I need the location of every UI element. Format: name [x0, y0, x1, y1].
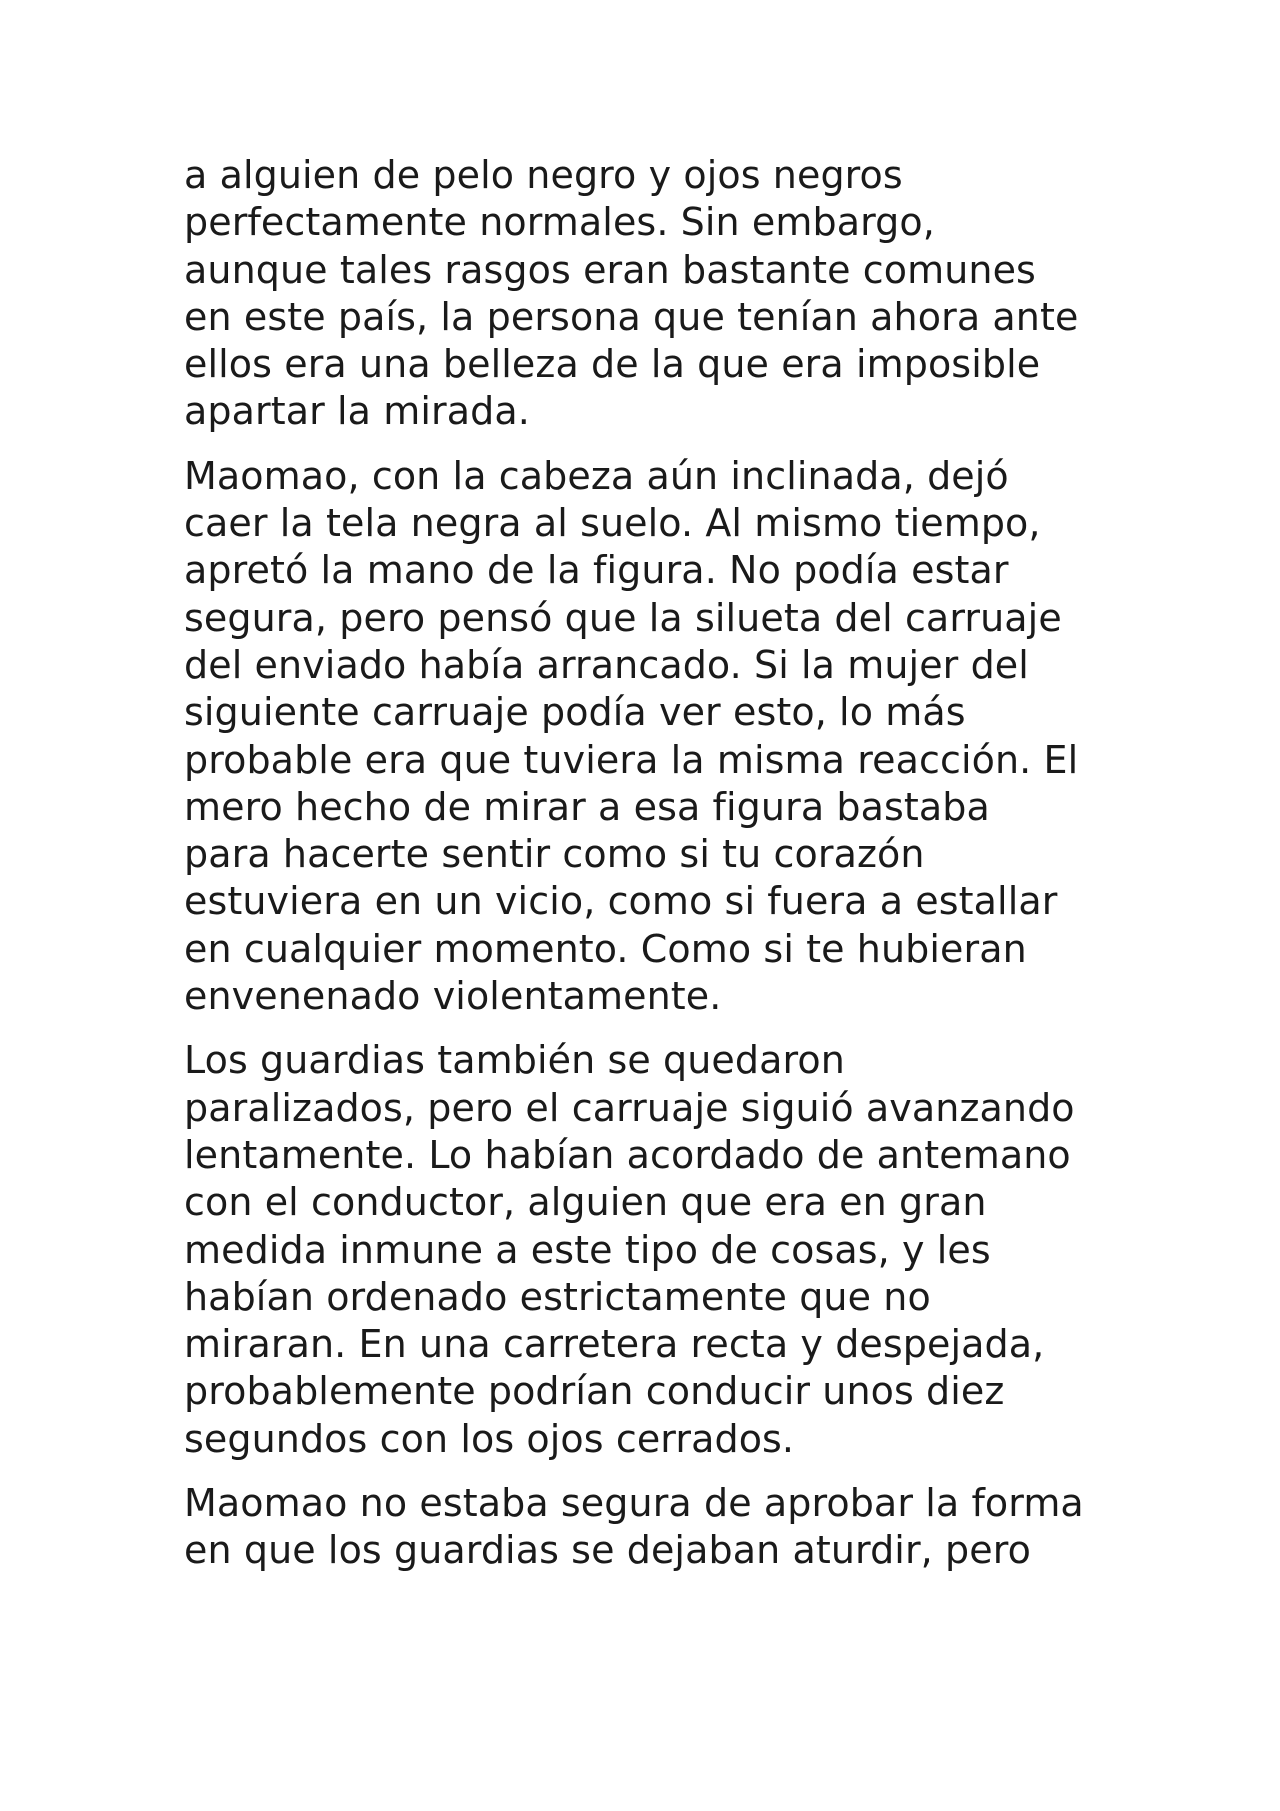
text-line: mero hecho de mirar a esa figura bastaba [184, 784, 990, 829]
text-line: lentamente. Lo habían acordado de antemano [184, 1132, 1071, 1177]
text-line: estuviera en un vicio, como si fuera a estallar [184, 879, 1058, 924]
text-line: ellos era una belleza de la que era imposible [184, 342, 1041, 387]
text-line: a alguien de pelo negro y ojos negros [184, 153, 903, 197]
text-line: aunque tales rasgos eran bastante comunes [184, 247, 1036, 292]
text-line: segura, pero pensó que la silueta del carruaje [184, 595, 1062, 640]
text-line: probablemente podrían conducir unos diez [184, 1369, 1005, 1414]
text-line: perfectamente normales. Sin embargo, [184, 200, 935, 245]
text-line: del enviado había arrancado. Si la mujer del [184, 642, 1029, 687]
text-line: siguiente carruaje podía ver esto, lo más [184, 690, 966, 735]
text-line: apretó la mano de la figura. No podía estar [184, 548, 1009, 593]
text-line: habían ordenado estrictamente que no [184, 1274, 931, 1319]
text-line: para hacerte sentir como si tu corazón [184, 832, 925, 877]
text-line: en este país, la persona que tenían ahora ante [184, 294, 1079, 339]
text-line: probable era que tuviera la misma reacción. El [184, 737, 1079, 782]
text-line: envenenado violentamente. [184, 974, 722, 1019]
text-line: miraran. En una carretera recta y despejada, [184, 1322, 1045, 1367]
text-line: Los guardias también se quedaron [184, 1038, 845, 1083]
text-line: con el conductor, alguien que era en gran [184, 1180, 987, 1225]
paragraph-1 [184, 152, 1124, 436]
text-line: en cualquier momento. Como si te hubieran [184, 926, 1027, 971]
body-text [184, 152, 1124, 1592]
text-line: caer la tela negra al suelo. Al mismo tiempo, [184, 501, 1041, 546]
text-line: Maomao, con la cabeza aún inclinada, dejó [184, 453, 1009, 498]
text-line: Maomao no estaba segura de aprobar la forma [184, 1481, 1084, 1526]
text-line: en que los guardias se dejaban aturdir, pero [184, 1528, 1031, 1573]
paragraph-4 [184, 1480, 1124, 1575]
text-line: segundos con los ojos cerrados. [184, 1416, 795, 1461]
text-line: paralizados, pero el carruaje siguió avanzando [184, 1085, 1075, 1130]
paragraph-2 [184, 453, 1124, 1021]
text-line: medida inmune a este tipo de cosas, y les [184, 1227, 991, 1272]
paragraph-3 [184, 1037, 1124, 1463]
text-line: apartar la mirada. [184, 389, 530, 434]
